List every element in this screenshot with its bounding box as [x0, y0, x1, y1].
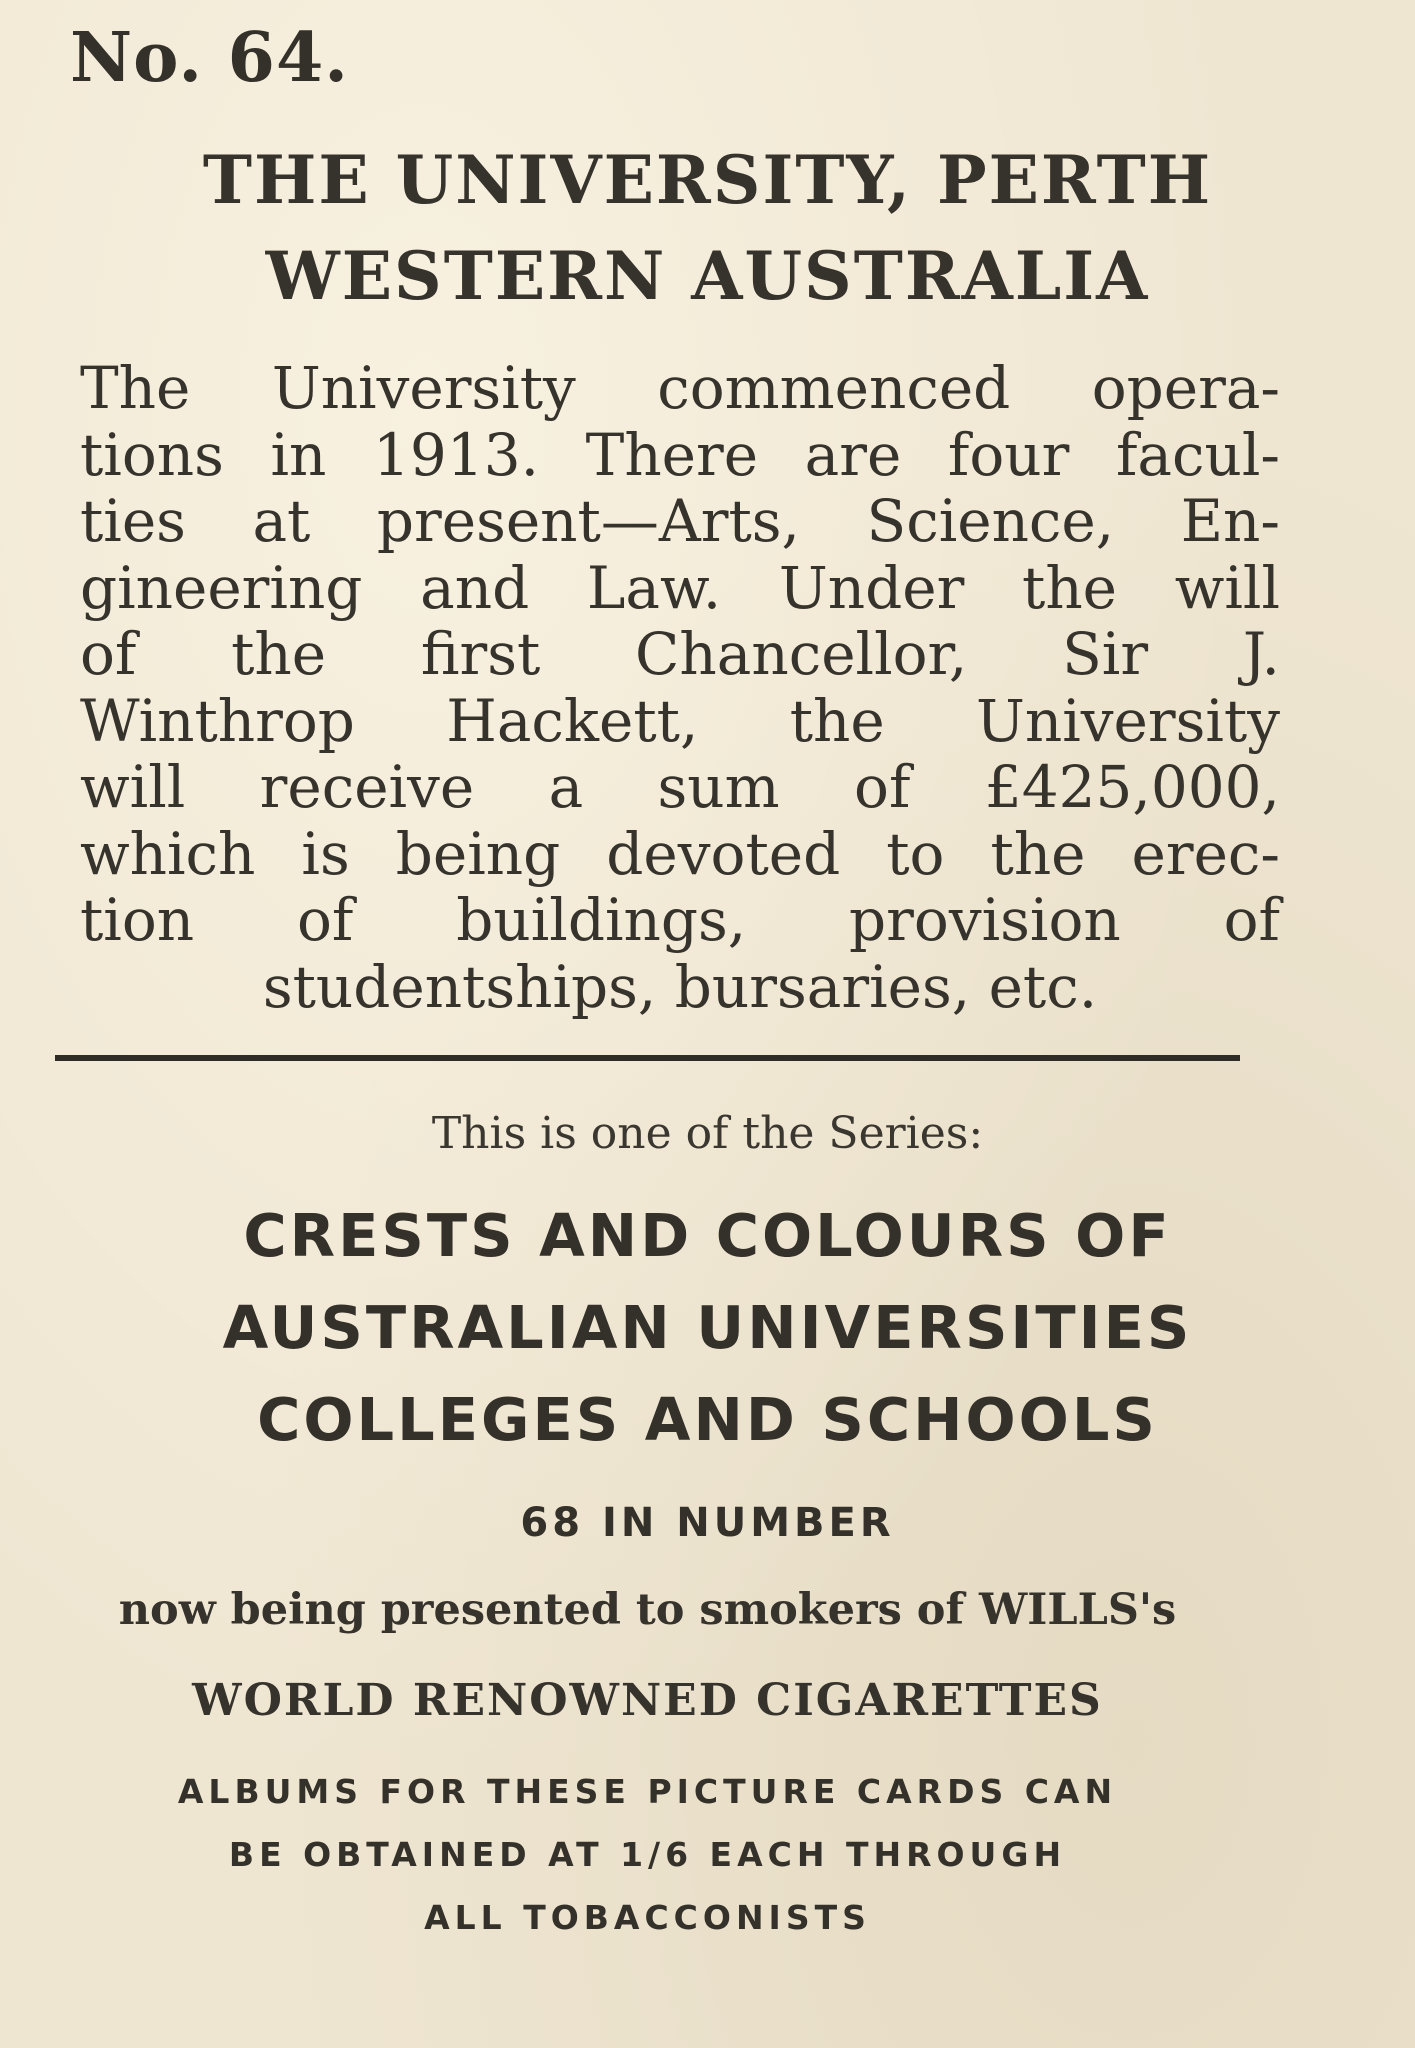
- divider-rule: [55, 1055, 1240, 1061]
- card-title: [0, 132, 1415, 324]
- series-title-line: COLLEGES AND SCHOOLS: [257, 1385, 1158, 1454]
- brand-text: WORLD RENOWNED CIGARETTES: [192, 1675, 1103, 1726]
- presented-text: now being presented to smokers of WILLS's: [118, 1585, 1177, 1635]
- description: [80, 355, 1280, 1020]
- description-line: tions in 1913. There are four facul-: [80, 420, 1280, 489]
- description-line: tion of buildings, provision of: [80, 886, 1280, 954]
- albums-line: ALL TOBACCONISTS: [424, 1898, 871, 1937]
- card-number: No. 64.: [70, 18, 349, 98]
- description-line: ties at present—Arts, Science, En-: [80, 487, 1280, 555]
- albums-line: ALBUMS FOR THESE PICTURE CARDS CAN: [177, 1772, 1118, 1811]
- series-title-line: AUSTRALIAN UNIVERSITIES: [222, 1293, 1193, 1362]
- description-line: will receive a sum of £425,000,: [80, 753, 1280, 821]
- title-line: WESTERN AUSTRALIA: [265, 237, 1150, 315]
- series-intro: This is one of the Series:: [431, 1108, 984, 1159]
- series-title-line: CRESTS AND COLOURS OF: [243, 1201, 1172, 1270]
- description-line: which is being devoted to the erec-: [80, 819, 1280, 888]
- description-line: Winthrop Hackett, the University: [80, 686, 1280, 755]
- title-line: THE UNIVERSITY, PERTH: [202, 141, 1213, 219]
- description-line: of the first Chancellor, Sir J.: [80, 620, 1280, 688]
- series-title: [0, 1190, 1415, 1466]
- series-count: 68 IN NUMBER: [520, 1500, 895, 1546]
- description-line: The University commenced opera-: [80, 354, 1280, 422]
- albums-line: BE OBTAINED AT 1/6 EACH THROUGH: [228, 1835, 1067, 1874]
- description-line: gineering and Law. Under the will: [80, 553, 1280, 622]
- description-line: studentships, bursaries, etc.: [262, 952, 1098, 1021]
- albums-notice: [0, 1760, 1295, 1949]
